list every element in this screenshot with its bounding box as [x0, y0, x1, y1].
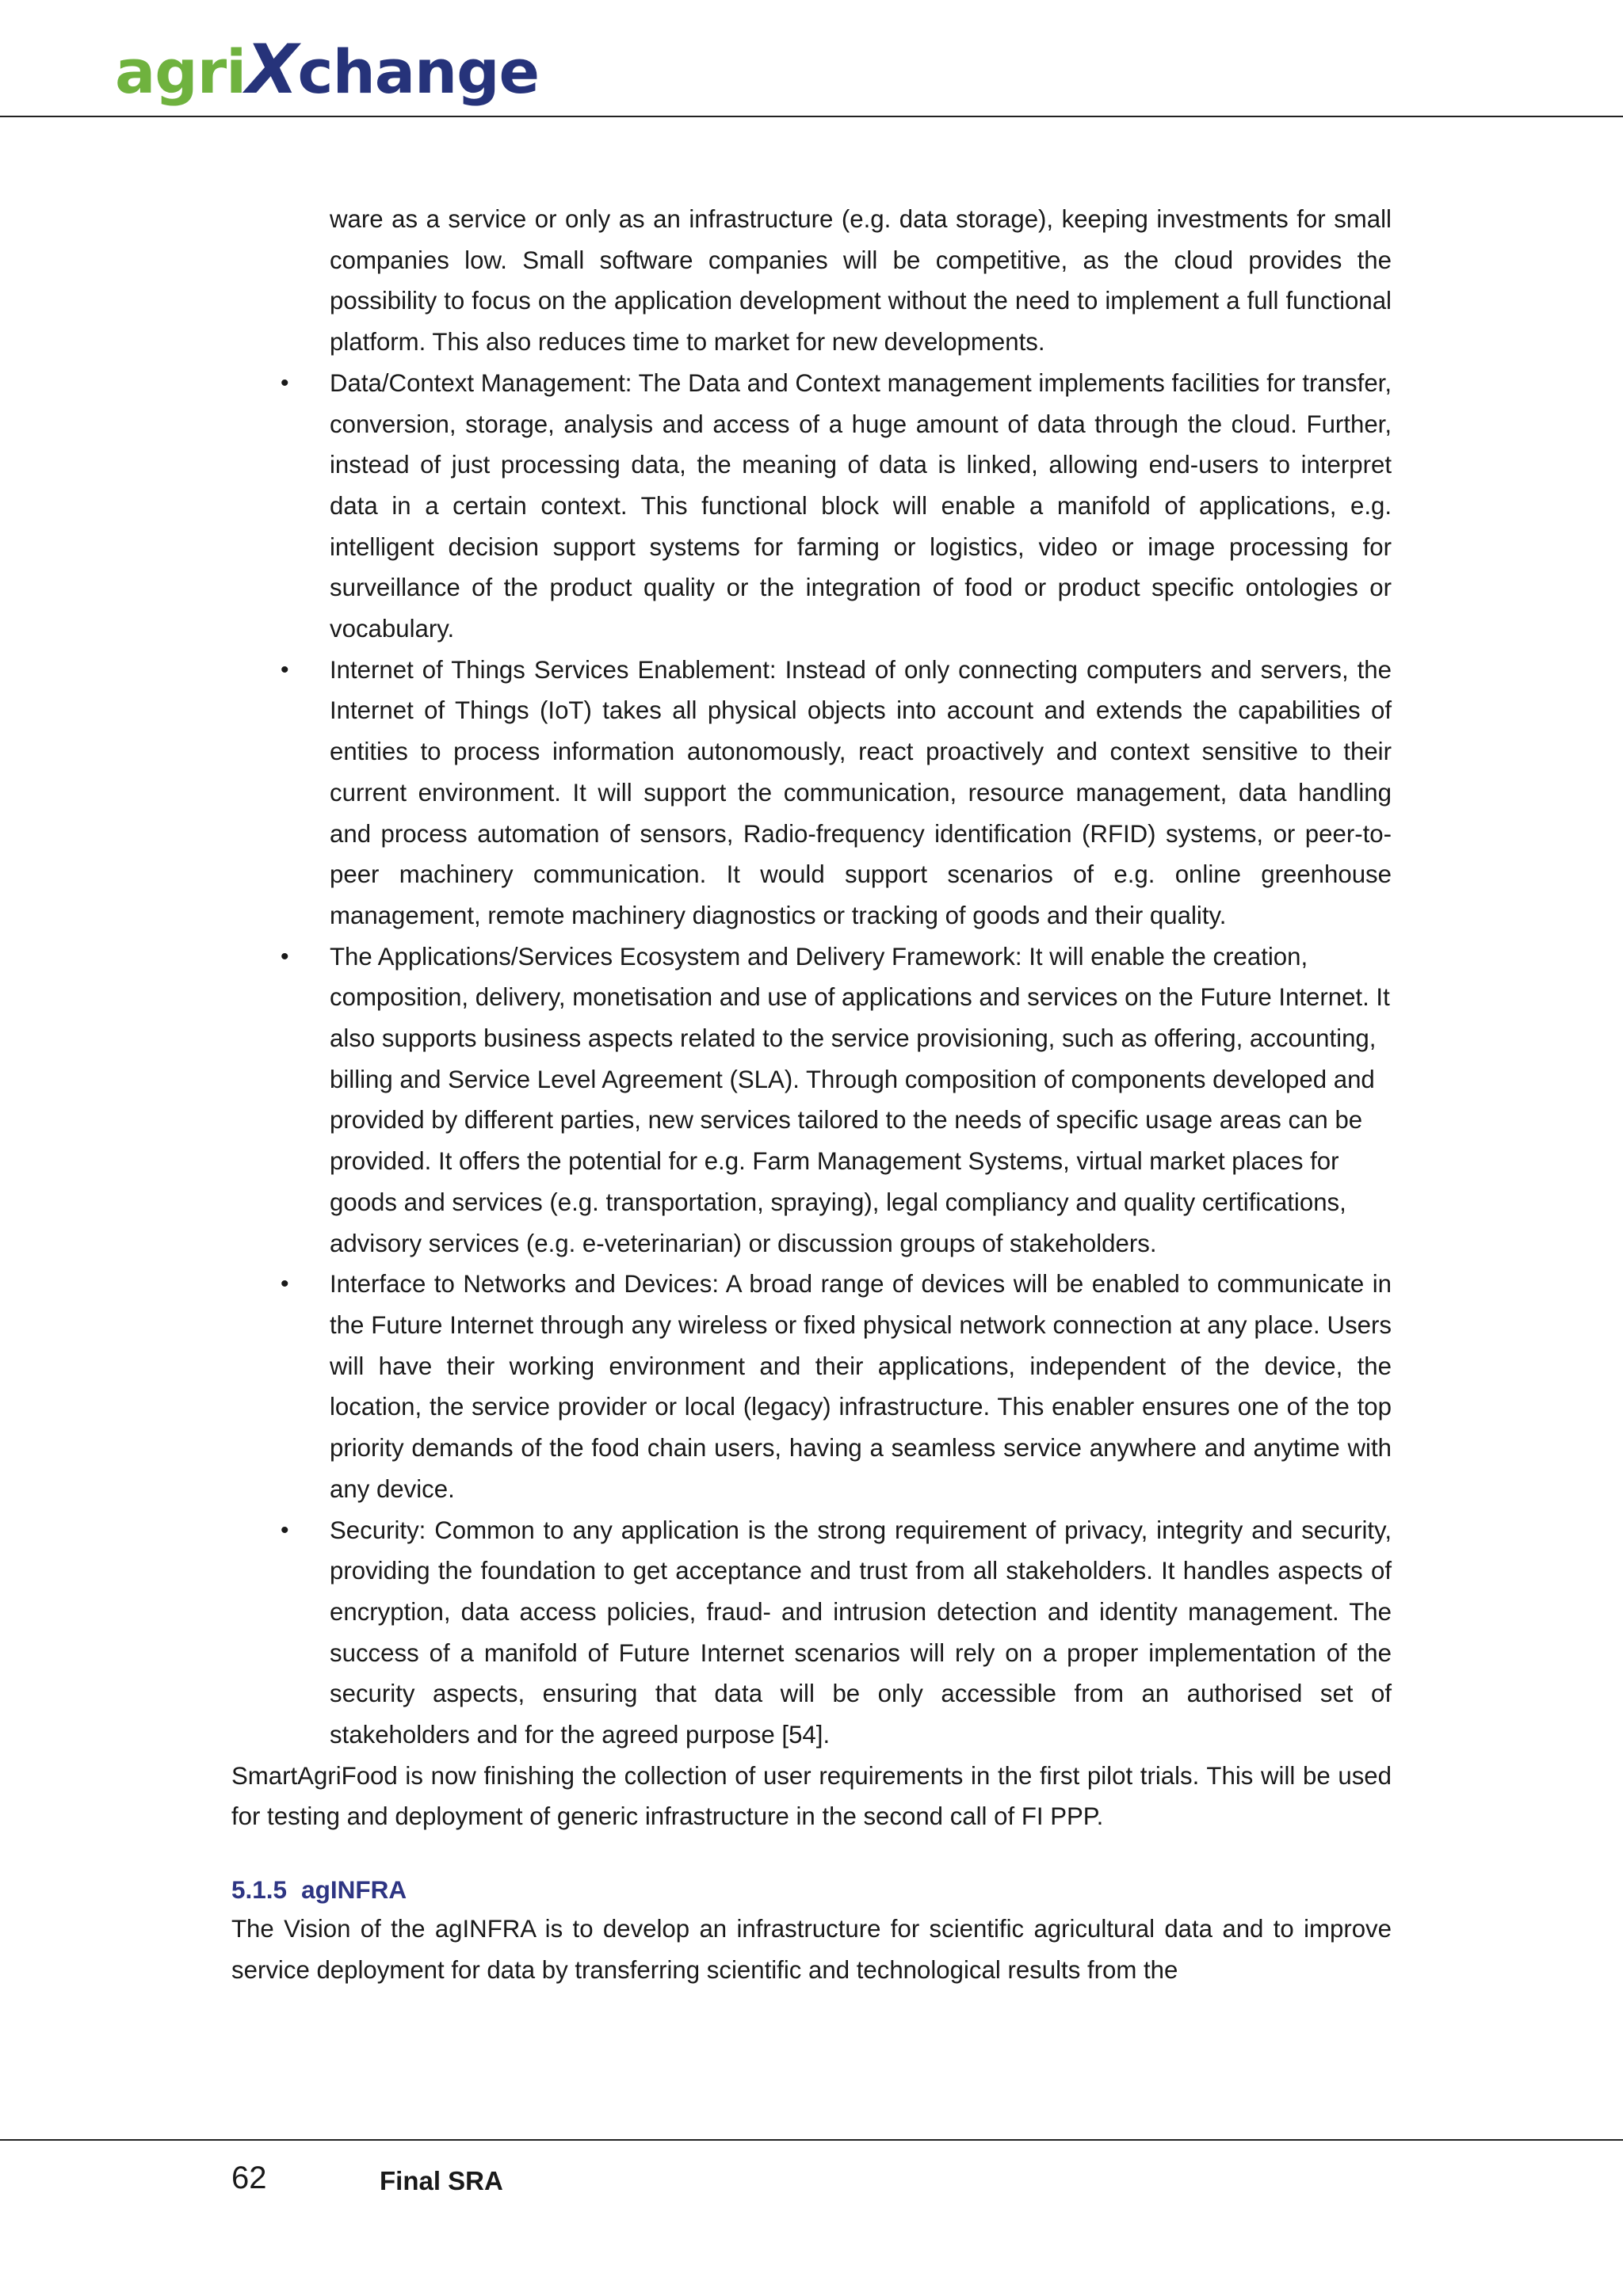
section-paragraph: The Vision of the agINFRA is to develop an infrastructure for scientific agricultural data and to improve service deployment for data by transferring scientific and technological results from the [231, 1915, 1392, 1984]
list-item [231, 363, 1392, 650]
bullet-icon: • [281, 1516, 289, 1543]
bullet-continuation-paragraph: ware as a service or only as an infrastructure (e.g. data storage), keeping investments for small companies low. Small software companies will be competitive, as the cloud provides the possibility to focus on the application development without the need to implement a full functional platform. This also reduces time to market for new developments. [330, 205, 1392, 357]
footer-divider [0, 2139, 1623, 2141]
page-number: 62 [231, 2161, 267, 2195]
list-item [231, 1264, 1392, 1509]
list-item [231, 650, 1392, 936]
section-title: agINFRA [301, 1875, 407, 1905]
footer-document-title: Final SRA [380, 2166, 503, 2195]
bullet-icon: • [281, 943, 289, 970]
page-header [0, 0, 1623, 117]
bullet-list [231, 363, 1392, 1756]
list-item-text: The Applications/Services Ecosystem and Delivery Framework: It will enable the creation, composition, delivery, monetisation and use of applications and services on the Future Internet. It also supports business aspects related to the service provisioning, such as offering, accounting, billing and Service Level Agreement (SLA). Through composition of components developed and provided by different parties, new services tailored to the needs of specific usage areas can be provided. It offers the potential for e.g. Farm Management Systems, virtual market places for goods and services (e.g. transportation, spraying), legal compliancy and quality certifications, advisory services (e.g. e-veterinarian) or discussion groups of stakeholders. [330, 942, 1390, 1257]
logo-text-agri: agri [115, 36, 246, 107]
bullet-icon: • [281, 656, 289, 683]
bullet-icon: • [281, 1271, 289, 1298]
list-item-text: Internet of Things Services Enablement: Instead of only connecting computers and servers, the Internet of Things (IoT) takes all physical objects into account and extends the capabilities of entities to process information autonomously, react proactively and context sensitive to their current environment. It will support the communication, resource management, data handling and process automation of sensors, Radio-frequency identification (RFID) systems, or peer-to-peer machinery communication. It would support scenarios of e.g. online greenhouse management, remote machinery diagnostics or tracking of goods and their quality. [330, 655, 1392, 929]
agrixchange-logo [115, 32, 539, 110]
logo-x-mark: X [246, 30, 298, 109]
list-item [231, 1510, 1392, 1756]
list-item-text: Interface to Networks and Devices: A broad range of devices will be enabled to communicate in the Future Internet through any wireless or fixed physical network connection at any place. Users will have their working environment and their applications, independent of the device, the location, the service provider or local (legacy) infrastructure. This enabler ensures one of the top priority demands of the food chain users, having a seamless service anywhere and anytime with any device. [330, 1270, 1392, 1503]
list-item-text: Security: Common to any application is the strong requirement of privacy, integrity and security, providing the foundation to get acceptance and trust from all stakeholders. It handles aspects of encryption, data access policies, fraud- and intrusion detection and identity management. The success of a manifold of Future Internet scenarios will rely on a proper implementation of the security aspects, ensuring that data will be only accessible from an authorised set of stakeholders and for the agreed purpose [54]. [330, 1516, 1392, 1749]
page-body [231, 199, 1392, 1991]
bullet-icon: • [281, 369, 289, 396]
section-heading [231, 1871, 1392, 1909]
list-item-text: Data/Context Management: The Data and Context management implements facilities for transfer, conversion, storage, analysis and access of a huge amount of data through the cloud. Further, instead of just processing data, the meaning of data is linked, allowing end-users to interpret data in a certain context. This functional block will enable a manifold of applications, e.g. intelligent decision support systems for farming or logistics, video or image processing for surveillance of the product quality or the integration of food or product specific ontologies or vocabulary. [330, 368, 1392, 643]
section-number: 5.1.5 [231, 1875, 288, 1905]
closing-paragraph: SmartAgriFood is now finishing the collection of user requirements in the first pilot trials. This will be used for testing and deployment of generic infrastructure in the second call of FI PPP. [231, 1761, 1392, 1831]
list-item [231, 936, 1392, 1264]
logo-text-change: change [297, 36, 540, 107]
